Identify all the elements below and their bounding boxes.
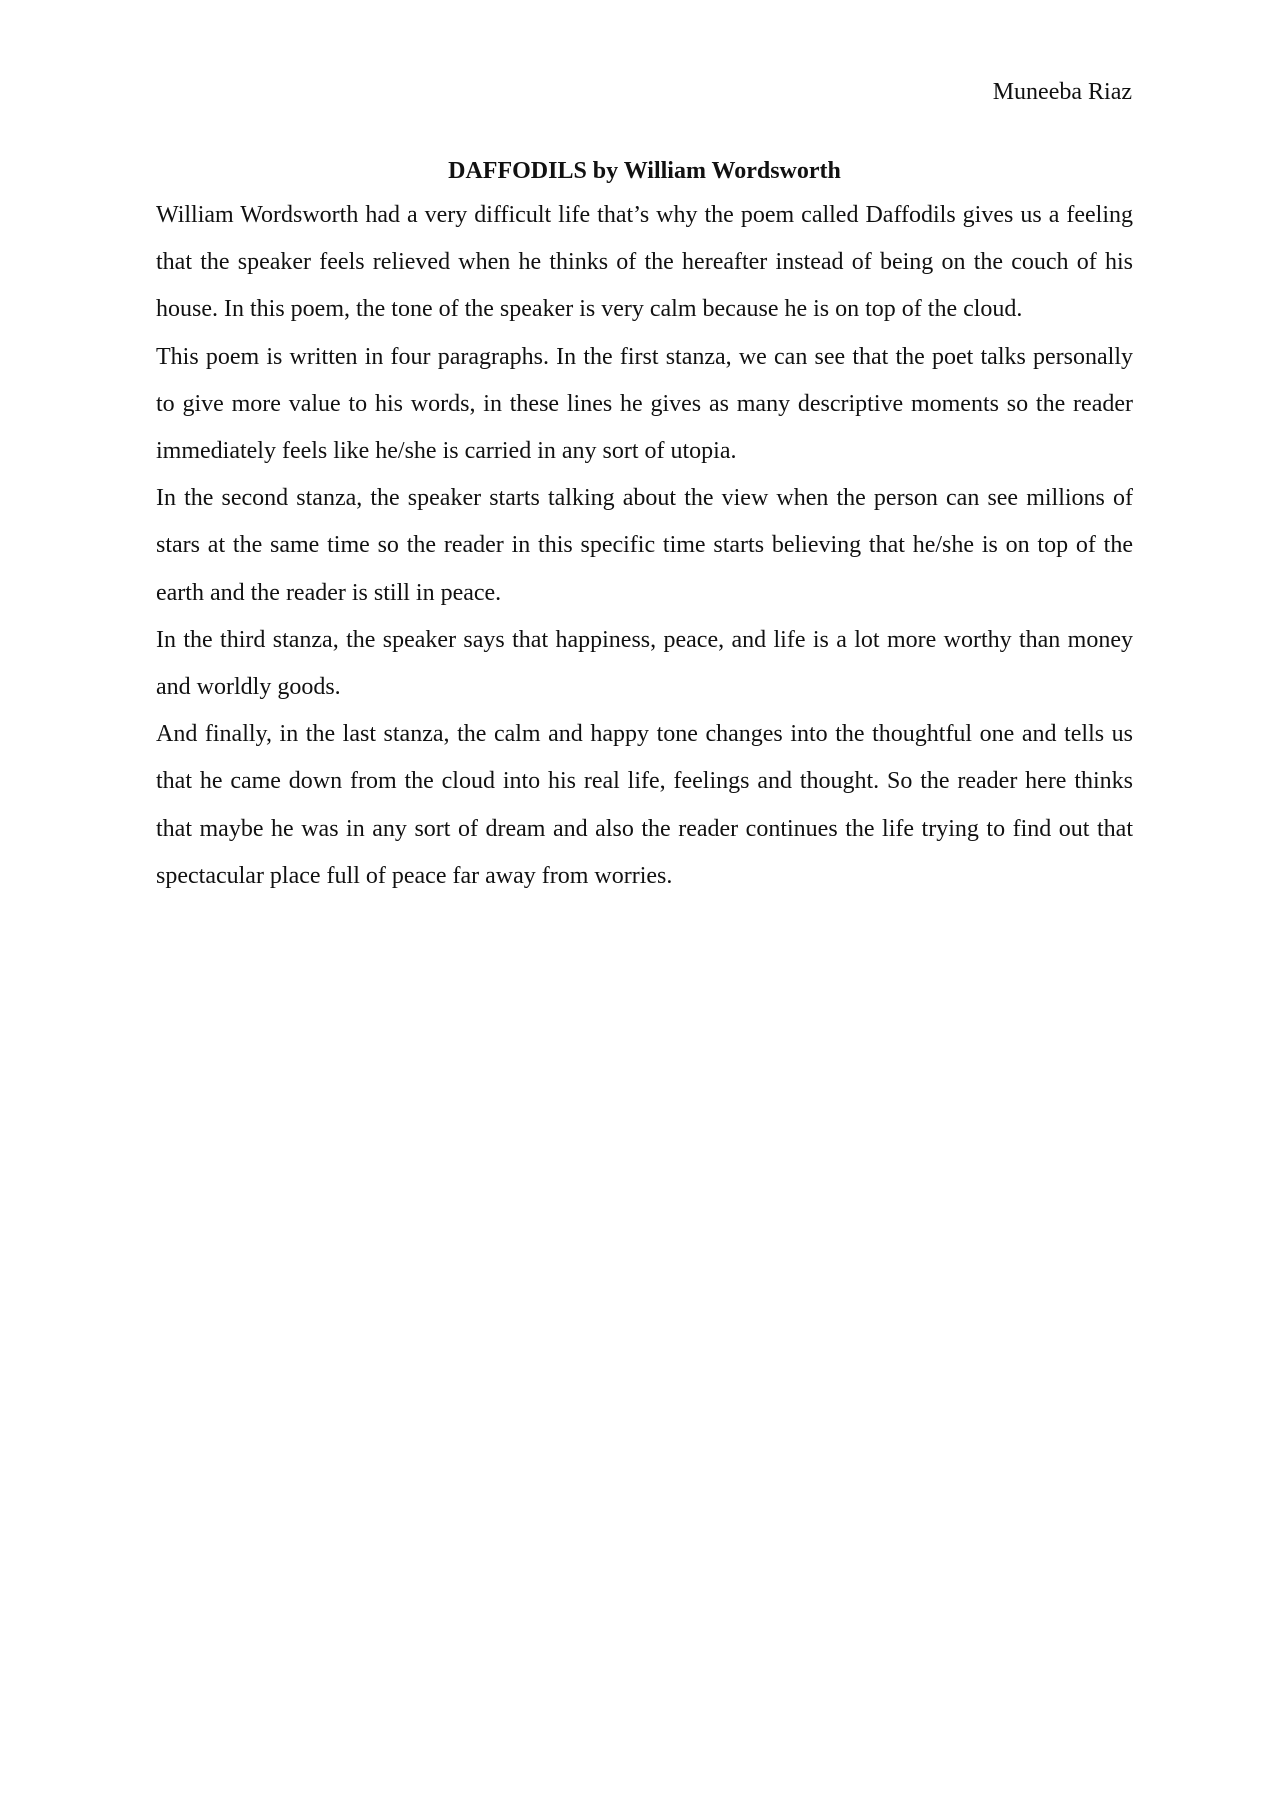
author-name: Muneeba Riaz	[992, 79, 1132, 105]
paragraph-3: In the second stanza, the speaker starts talking about the view when the person can see millions of stars at the same time so the reader in this specific time starts believing that he/she is on top of the earth and the reader is still in peace.	[156, 485, 1133, 606]
paragraph-2: This poem is written in four paragraphs. In the first stanza, we can see that the poet talks personally to give more value to his words, in these lines he gives as many descriptive moments so the reader immediately feels like he/she is carried in any sort of utopia.	[156, 343, 1133, 465]
paragraph-1: William Wordsworth had a very difficult life that’s why the poem called Daffodils gives us a feeling that the speaker feels relieved when he thinks of the hereafter instead of being on the couch of his house. In this poem, the tone of the speaker is very calm because he is on top of the cloud.	[156, 202, 1133, 323]
paragraph-4: In the third stanza, the speaker says that happiness, peace, and life is a lot more worthy than money and worldly goods.	[156, 626, 1133, 701]
document-title: DAFFODILS by William Wordsworth	[448, 158, 841, 184]
paragraph-5: And finally, in the last stanza, the calm and happy tone changes into the thoughtful one and tells us that he came down from the cloud into his real life, feelings and thought. So the reader here thinks that maybe he was in any sort of dream and also the reader continues the life trying to find out that spectacular place full of peace far away from worries.	[156, 721, 1133, 889]
document-body	[156, 150, 1133, 900]
